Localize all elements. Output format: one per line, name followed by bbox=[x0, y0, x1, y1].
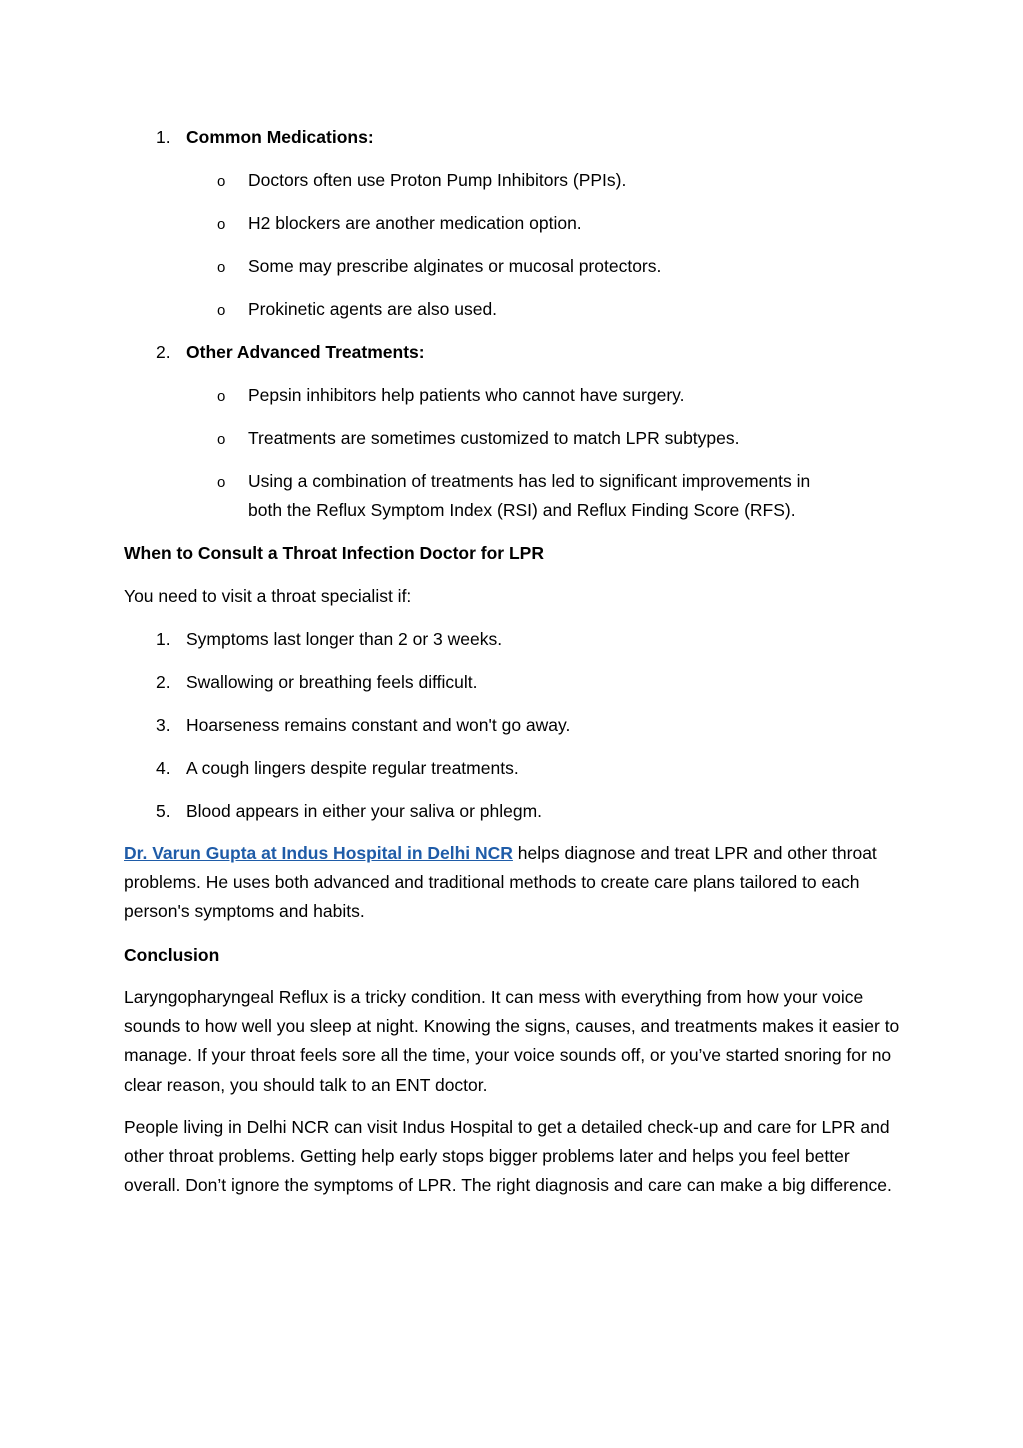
bullet-icon: o bbox=[217, 474, 226, 491]
list-number: 3. bbox=[156, 715, 171, 735]
list-item-continuation: both the Reflux Symptom Index (RSI) and Reflux Finding Score (RFS). bbox=[248, 500, 796, 520]
consult-intro: You need to visit a throat specialist if: bbox=[124, 586, 412, 606]
list-item: Blood appears in either your saliva or phlegm. bbox=[186, 801, 543, 821]
bullet-icon: o bbox=[217, 431, 226, 448]
list-number: 1. bbox=[156, 629, 171, 649]
doctor-paragraph bbox=[124, 839, 904, 927]
list-item: Doctors often use Proton Pump Inhibitors (PPIs). bbox=[248, 170, 627, 190]
list-item: Swallowing or breathing feels difficult. bbox=[186, 672, 478, 692]
conclusion-paragraph-2: People living in Delhi NCR can visit Indus Hospital to get a detailed check-up and care for LPR and other throat problems. Getting help early stops bigger problems later and helps you feel better overall. Don’t ignore the symptoms of LPR. The right diagnosis and care can make a big difference. bbox=[124, 1117, 892, 1196]
list-item: Hoarseness remains constant and won't go away. bbox=[186, 715, 571, 735]
doctor-paragraph-text: helps diagnose and treat LPR and other throat problems. He uses both advanced and traditional methods to create care plans tailored to each person's symptoms and habits. bbox=[124, 843, 877, 922]
list-item: Using a combination of treatments has led to significant improvements in bbox=[248, 471, 811, 491]
bullet-icon: o bbox=[217, 216, 226, 233]
medications-heading: Common Medications: bbox=[186, 127, 374, 147]
list-number: 2. bbox=[156, 672, 171, 692]
list-item: Pepsin inhibitors help patients who cannot have surgery. bbox=[248, 385, 685, 405]
list-number: 4. bbox=[156, 758, 171, 778]
bullet-icon: o bbox=[217, 259, 226, 276]
conclusion-paragraph-1: Laryngopharyngeal Reflux is a tricky condition. It can mess with everything from how your voice sounds to how well you sleep at night. Knowing the signs, causes, and treatments makes it easier to manage. If your throat feels sore all the time, your voice sounds off, or you’ve started snoring for no clear reason, you should talk to an ENT doctor. bbox=[124, 987, 900, 1095]
list-item: Treatments are sometimes customized to match LPR subtypes. bbox=[248, 428, 740, 448]
bullet-icon: o bbox=[217, 173, 226, 190]
bullet-icon: o bbox=[217, 302, 226, 319]
list-number: 5. bbox=[156, 801, 171, 821]
list-item: Some may prescribe alginates or mucosal protectors. bbox=[248, 256, 662, 276]
list-number: 1. bbox=[156, 127, 171, 147]
doctor-link[interactable]: Dr. Varun Gupta at Indus Hospital in Delhi NCR bbox=[124, 843, 513, 863]
list-item: H2 blockers are another medication option. bbox=[248, 213, 582, 233]
list-item: Symptoms last longer than 2 or 3 weeks. bbox=[186, 629, 503, 649]
consult-heading: When to Consult a Throat Infection Doctor for LPR bbox=[124, 543, 544, 563]
list-item: Prokinetic agents are also used. bbox=[248, 299, 498, 319]
list-item: A cough lingers despite regular treatments. bbox=[186, 758, 519, 778]
conclusion-heading: Conclusion bbox=[124, 945, 220, 965]
advanced-heading: Other Advanced Treatments: bbox=[186, 342, 425, 362]
bullet-icon: o bbox=[217, 388, 226, 405]
list-number: 2. bbox=[156, 342, 171, 362]
